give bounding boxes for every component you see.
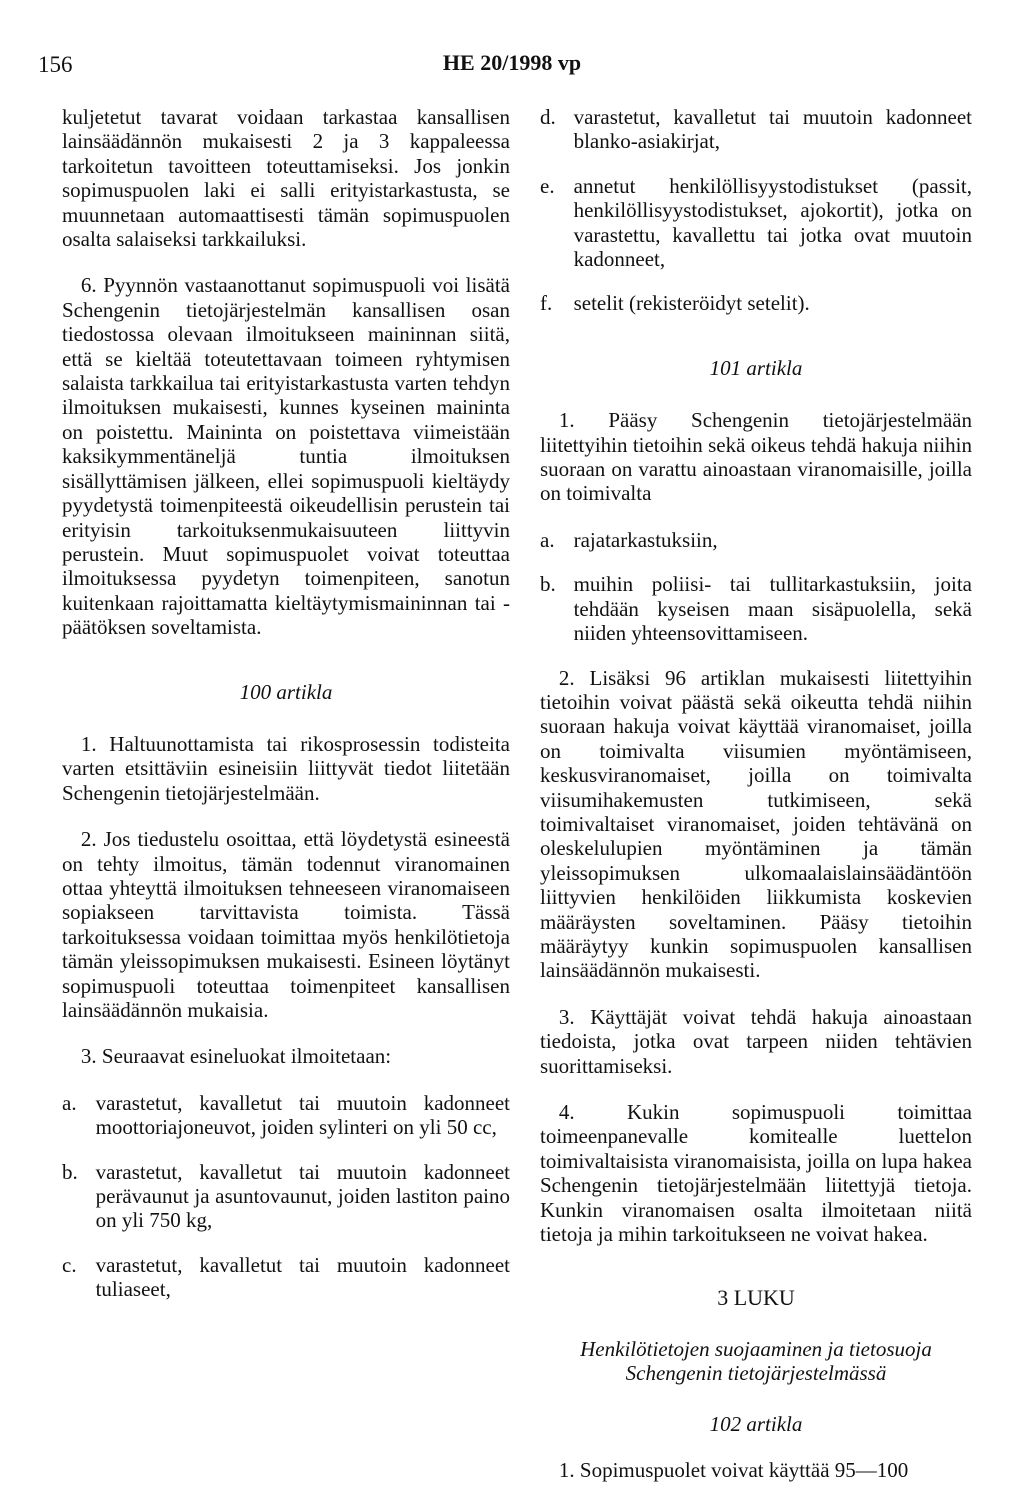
list-item-b — [540, 572, 972, 645]
list-item-c — [62, 1253, 510, 1302]
article-102-paragraph-1: 1. Sopimuspuolet voivat käyttää 95—100 — [558, 1458, 909, 1483]
list-item-label: c. — [62, 1252, 77, 1277]
right-column — [540, 105, 972, 1504]
list-item-b — [62, 1160, 510, 1233]
list-item-label: d. — [540, 105, 556, 129]
article-heading-101: 101 artikla — [709, 355, 803, 380]
list-item-text: varastetut, kavalletut tai muutoin kadonneet blanko-asiakirjat, — [573, 105, 972, 154]
article-101-paragraph-1: 1. Pääsy Schengenin tietojärjestelmään liitettyihin tietoihin sekä oikeus tehdä hakuja niihin suoraan on varattu ainoastaan viranomaisille, joilla on toimivalta — [540, 408, 972, 506]
article-100-paragraph-3: 3. Seuraavat esineluokat ilmoitetaan: — [80, 1044, 392, 1069]
article-101-paragraph-2: 2. Lisäksi 96 artiklan mukaisesti liitettyihin tietoihin voivat päästä sekä oikeutta tehdä niihin suoraan hakuja voivat käyttää viranomaiset, joilla on toimivalta viisumien myöntämiseen, keskusviranomaiset, joilla on toimivalta viisumihakemusten tutkimiseen, sekä toimivaltaiset viranomaiset, joiden tehtävänä on oleskelulupien myöntäminen ja tämän yleissopimuksen ulkomaalaislainsäädäntöön liittyvien henkilöiden liikkumista koskevien määräysten soveltaminen. Pääsy tietoihin määräytyy kunkin sopimuspuolen kansallisen lainsäädännön mukaisesti. — [540, 665, 972, 983]
page-number: 156 — [38, 52, 73, 77]
article-101-paragraph-3: 3. Käyttäjät voivat tehdä hakuja ainoastaan tiedoista, jotka ovat tarpeen niiden tehtävien suorittamiseksi. — [540, 1004, 972, 1078]
list-item-f — [540, 291, 972, 315]
chapter-heading: 3 LUKU — [717, 1285, 795, 1311]
list-item-label: f. — [540, 291, 553, 316]
list-item-a — [540, 528, 972, 552]
list-item-text: rajatarkastuksiin, — [573, 527, 718, 552]
list-item-text: setelit (rekisteröidyt setelit). — [573, 291, 810, 316]
list-item-a — [62, 1091, 510, 1140]
article-100-paragraph-2: 2. Jos tiedustelu osoittaa, että löydetystä esineestä on tehty ilmoitus, tämän todennut viranomainen ottaa yhteyttä ilmoituksen tehneeseen viranomaiseen sopiakseen tarvittavista toimista. Tässä tarkoituksessa voidaan toimittaa myös henkilötietoja tämän yleissopimuksen mukaisesti. Esineen löytänyt sopimuspuoli toteuttaa toimenpiteet kansallisen lainsäädännön mukaisia. — [62, 827, 510, 1022]
left-column — [62, 105, 510, 1322]
article-100-paragraph-1: 1. Haltuunottamista tai rikosprosessin todisteita varten etsittäviin esineisiin liittyvät tiedot liitetään Schengenin tietojärjestelmään. — [62, 731, 510, 805]
list-item-label: b. — [540, 572, 556, 597]
list-item-label: a. — [62, 1090, 77, 1115]
running-head: HE 20/1998 vp — [442, 50, 582, 75]
list-item-text: varastetut, kavalletut tai muutoin kadonneet moottoriajoneuvot, joiden sylinteri on yli 50 cc, — [95, 1090, 510, 1140]
article-heading-100: 100 artikla — [239, 679, 333, 704]
list-item-text: varastetut, kavalletut tai muutoin kadonneet perävaunut ja asuntovaunut, joiden lastiton paino on yli 750 kg, — [95, 1159, 510, 1233]
article-101-paragraph-4: 4. Kukin sopimuspuoli toimittaa toimeenpanevalle komitealle luettelon toimivaltaisista viranomaisista, joilla on lupa hakea Schengenin tietojärjestelmään liitettyjä tietoja. Kunkin viranomaisen osalta ilmoitetaan niitä tietoja ja mihin tarkoitukseen ne voivat hakea. — [540, 1100, 972, 1247]
list-item-d — [540, 105, 972, 154]
list-item-label: b. — [62, 1159, 78, 1184]
chapter-title: Henkilötietojen suojaaminen ja tietosuoja Schengenin tietojärjestelmässä — [580, 1336, 932, 1386]
list-item-text: muihin poliisi- tai tullitarkastuksiin, joita tehdään kyseisen maan sisäpuolella, sekä niiden yhteensovittamiseen. — [573, 572, 972, 646]
article-heading-102: 102 artikla — [709, 1411, 803, 1436]
list-item-text: varastetut, kavalletut tai muutoin kadonneet tuliaseet, — [95, 1252, 510, 1302]
list-item-e — [540, 174, 972, 272]
list-item-text: annetut henkilöllisyystodistukset (passit, henkilöllisyystodistukset, ajokortit), jotka on varastettu, kavallettu tai jotka ovat muutoin kadonneet, — [573, 173, 972, 272]
list-item-label: e. — [540, 173, 555, 198]
paragraph-continued: kuljetetut tavarat voidaan tarkastaa kansallisen lainsäädännön mukaisesti 2 ja 3 kappaleessa tarkoitetun tavoitteen toteuttamiseksi. Jos jonkin sopimuspuolen laki ei salli erityistarkastusta, se muunnetaan automaattisesti tämän sopimuspuolen osalta salaiseksi tarkkailuksi. — [62, 105, 510, 252]
paragraph-6: 6. Pyynnön vastaanottanut sopimuspuoli voi lisätä Schengenin tietojärjestelmän kansallisen osan tiedostossa olevaan ilmoitukseen maininnan siitä, että se kieltää toteutettavaan toimeen ryhtymisen salaista tarkkailua tai erityistarkastusta varten tehdyn ilmoituksen mukaisesti, kunnes kyseinen maininta on poistettu. Maininta on poistettava viimeistään kaksikymmentäneljä tuntia ilmoituksen sisällyttämisen jälkeen, ellei sopimuspuoli kieltäydy pyydetystä toimenpiteestä oikeudellisin perustein tai erityisin tarkoituksenmukaisuuteen liittyvin perustein. Muut sopimuspuolet voivat toteuttaa ilmoituksessa pyydetyn toimenpiteen, sanotun kuitenkaan rajoittamatta kieltäytymismaininnan tai -päätöksen soveltamista. — [62, 273, 510, 640]
list-item-label: a. — [540, 527, 555, 552]
